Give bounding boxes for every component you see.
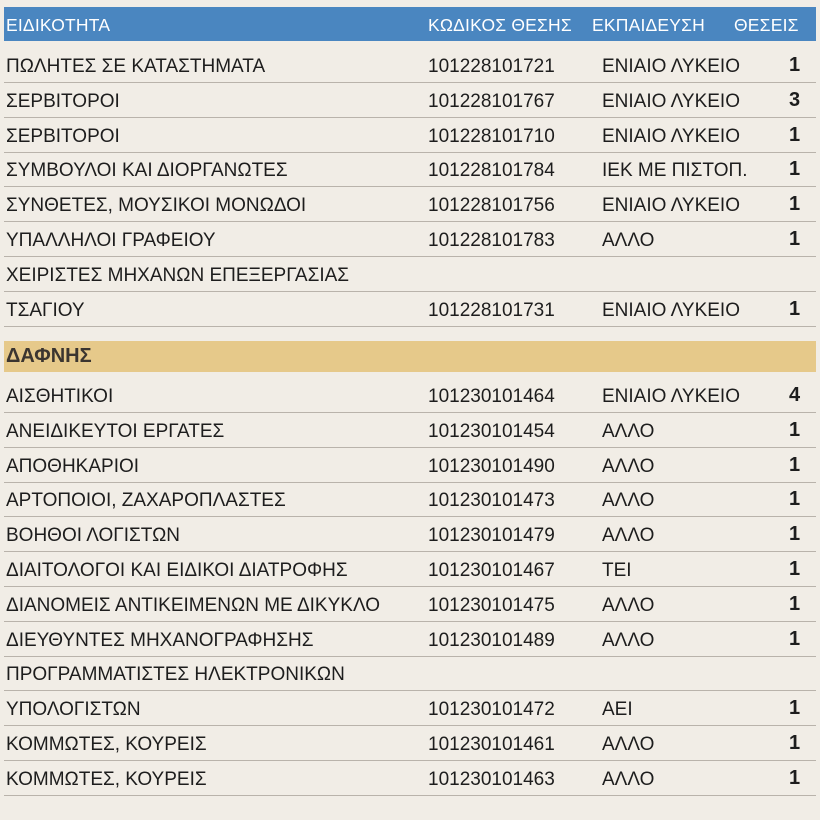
cell-specialty: ΠΡΟΓΡΑΜΜΑΤΙΣΤΕΣ ΗΛΕΚΤΡΟΝΙΚΩΝ: [6, 664, 345, 686]
cell-education: ΤΕΙ: [602, 560, 632, 581]
cell-education: ΕΝΙΑΙΟ ΛΥΚΕΙΟ: [602, 195, 740, 217]
cell-specialty: ΤΣΑΓΙΟΥ: [6, 299, 85, 321]
cell-education: ΕΝΙΑΙΟ ΛΥΚΕΙΟ: [602, 299, 740, 321]
cell-code: 101230101454: [428, 420, 555, 442]
table-row: [4, 552, 816, 587]
cell-positions: 1: [789, 488, 801, 511]
cell-specialty: ΣΥΝΘΕΤΕΣ, ΜΟΥΣΙΚΟΙ ΜΟΝΩΔΟΙ: [6, 195, 307, 217]
header-specialty: ΕΙΔΙΚΟΤΗΤΑ: [6, 15, 111, 35]
cell-specialty: ΑΡΤΟΠΟΙΟΙ, ΖΑΧΑΡΟΠΛΑΣΤΕΣ: [6, 490, 286, 512]
header-positions: ΘΕΣΕΙΣ: [734, 15, 799, 35]
cell-specialty: ΑΙΣΘΗΤΙΚΟΙ: [6, 386, 114, 407]
cell-code: 101228101756: [428, 195, 555, 217]
table-row: [4, 622, 816, 657]
cell-code: 101228101767: [428, 90, 555, 112]
cell-positions: 1: [789, 453, 801, 476]
cell-specialty: ΑΠΟΘΗΚΑΡΙΟΙ: [6, 455, 140, 477]
cell-education: ΑΛΛΟ: [602, 420, 655, 442]
cell-education: ΑΛΛΟ: [602, 525, 655, 547]
cell-positions: 1: [789, 297, 801, 320]
section-header: [4, 341, 816, 372]
cell-education: ΙΕΚ ΜΕ ΠΙΣΤΟΠ.: [602, 160, 748, 182]
cell-code: 101230101464: [428, 386, 555, 407]
cell-code: 101230101490: [428, 455, 555, 477]
cell-specialty: ΣΥΜΒΟΥΛΟΙ ΚΑΙ ΔΙΟΡΓΑΝΩΤΕΣ: [6, 160, 288, 182]
cell-education: ΑΛΛΟ: [602, 734, 655, 755]
table-row: [4, 152, 816, 187]
cell-specialty: ΑΝΕΙΔΙΚΕΥΤΟΙ ΕΡΓΑΤΕΣ: [6, 420, 225, 442]
cell-positions: 1: [789, 732, 801, 754]
table-row: [4, 118, 816, 153]
cell-code: 101228101731: [428, 299, 555, 321]
cell-specialty: ΣΕΡΒΙΤΟΡΟΙ: [6, 90, 120, 112]
cell-education: ΑΛΛΟ: [602, 455, 655, 477]
header-education: ΕΚΠΑΙΔΕΥΣΗ: [592, 15, 706, 35]
cell-education: ΕΝΙΑΙΟ ΛΥΚΕΙΟ: [602, 90, 740, 112]
header-code: ΚΩΔΙΚΟΣ ΘΕΣΗΣ: [428, 15, 572, 35]
table-row: [4, 187, 816, 222]
cell-specialty: ΥΠΑΛΛΗΛΟΙ ΓΡΑΦΕΙΟΥ: [6, 230, 216, 251]
cell-education: ΑΛΛΟ: [602, 594, 655, 616]
cell-specialty: ΠΩΛΗΤΕΣ ΣΕ ΚΑΤΑΣΤΗΜΑΤΑ: [6, 56, 266, 77]
table-row: [4, 413, 816, 448]
cell-code: 101228101783: [428, 230, 555, 251]
cell-specialty: ΥΠΟΛΟΓΙΣΤΩΝ: [6, 699, 141, 721]
cell-education: ΑΛΛΟ: [602, 230, 655, 251]
cell-positions: 1: [789, 627, 801, 650]
table-row: [4, 656, 816, 691]
cell-code: 101230101473: [428, 490, 555, 512]
cell-code: 101230101479: [428, 525, 555, 547]
cell-education: ΕΝΙΑΙΟ ΛΥΚΕΙΟ: [602, 56, 740, 77]
cell-specialty: ΚΟΜΜΩΤΕΣ, ΚΟΥΡΕΙΣ: [6, 768, 207, 790]
cell-code: 101230101475: [428, 594, 555, 616]
cell-positions: 1: [789, 697, 801, 720]
table-row: [4, 448, 816, 483]
cell-positions: 1: [789, 123, 801, 146]
table-row: [4, 83, 816, 118]
cell-specialty: ΔΙΕΥΘΥΝΤΕΣ ΜΗΧΑΝΟΓΡΑΦΗΣΗΣ: [6, 629, 314, 651]
cell-positions: 1: [789, 766, 801, 789]
cell-positions: 3: [789, 88, 801, 111]
cell-positions: 4: [789, 384, 801, 406]
section-title: ΔΑΦΝΗΣ: [6, 345, 92, 367]
cell-code: 101230101467: [428, 560, 555, 581]
cell-code: 101230101461: [428, 734, 555, 755]
cell-positions: 1: [789, 158, 801, 181]
cell-code: 101228101784: [428, 160, 555, 182]
table-row: [4, 726, 816, 761]
cell-code: 101230101463: [428, 768, 555, 790]
cell-positions: 1: [789, 228, 801, 250]
table-row: [4, 378, 816, 413]
table-row: [4, 292, 816, 327]
cell-positions: 1: [789, 193, 801, 216]
cell-positions: 1: [789, 523, 801, 546]
cell-positions: 1: [789, 418, 801, 441]
table-row: [4, 691, 816, 726]
cell-code: 101228101710: [428, 125, 555, 147]
cell-specialty: ΧΕΙΡΙΣΤΕΣ ΜΗΧΑΝΩΝ ΕΠΕΞΕΡΓΑΣΙΑΣ: [6, 264, 350, 286]
cell-positions: 1: [789, 558, 801, 580]
cell-code: 101228101721: [428, 56, 555, 77]
table-row: [4, 257, 816, 292]
cell-code: 101230101489: [428, 629, 555, 651]
cell-education: ΑΛΛΟ: [602, 490, 655, 512]
table-header: [4, 7, 816, 41]
cell-positions: 1: [789, 54, 801, 76]
cell-specialty: ΔΙΑΙΤΟΛΟΓΟΙ ΚΑΙ ΕΙΔΙΚΟΙ ΔΙΑΤΡΟΦΗΣ: [6, 560, 348, 581]
table-row: [4, 761, 816, 796]
cell-specialty: ΔΙΑΝΟΜΕΙΣ ΑΝΤΙΚΕΙΜΕΝΩΝ ΜΕ ΔΙΚΥΚΛΟ: [6, 594, 381, 616]
table-row: [4, 48, 816, 83]
cell-specialty: ΣΕΡΒΙΤΟΡΟΙ: [6, 125, 120, 147]
cell-education: ΕΝΙΑΙΟ ΛΥΚΕΙΟ: [602, 125, 740, 147]
cell-education: ΑΕΙ: [602, 699, 633, 721]
table-row: [4, 587, 816, 622]
table-row: [4, 222, 816, 257]
cell-education: ΑΛΛΟ: [602, 629, 655, 651]
cell-specialty: ΒΟΗΘΟΙ ΛΟΓΙΣΤΩΝ: [6, 525, 180, 547]
cell-education: ΑΛΛΟ: [602, 768, 655, 790]
table-row: [4, 482, 816, 517]
cell-code: 101230101472: [428, 699, 555, 721]
cell-specialty: ΚΟΜΜΩΤΕΣ, ΚΟΥΡΕΙΣ: [6, 734, 207, 755]
cell-education: ΕΝΙΑΙΟ ΛΥΚΕΙΟ: [602, 386, 740, 407]
cell-positions: 1: [789, 592, 801, 615]
table-row: [4, 517, 816, 552]
